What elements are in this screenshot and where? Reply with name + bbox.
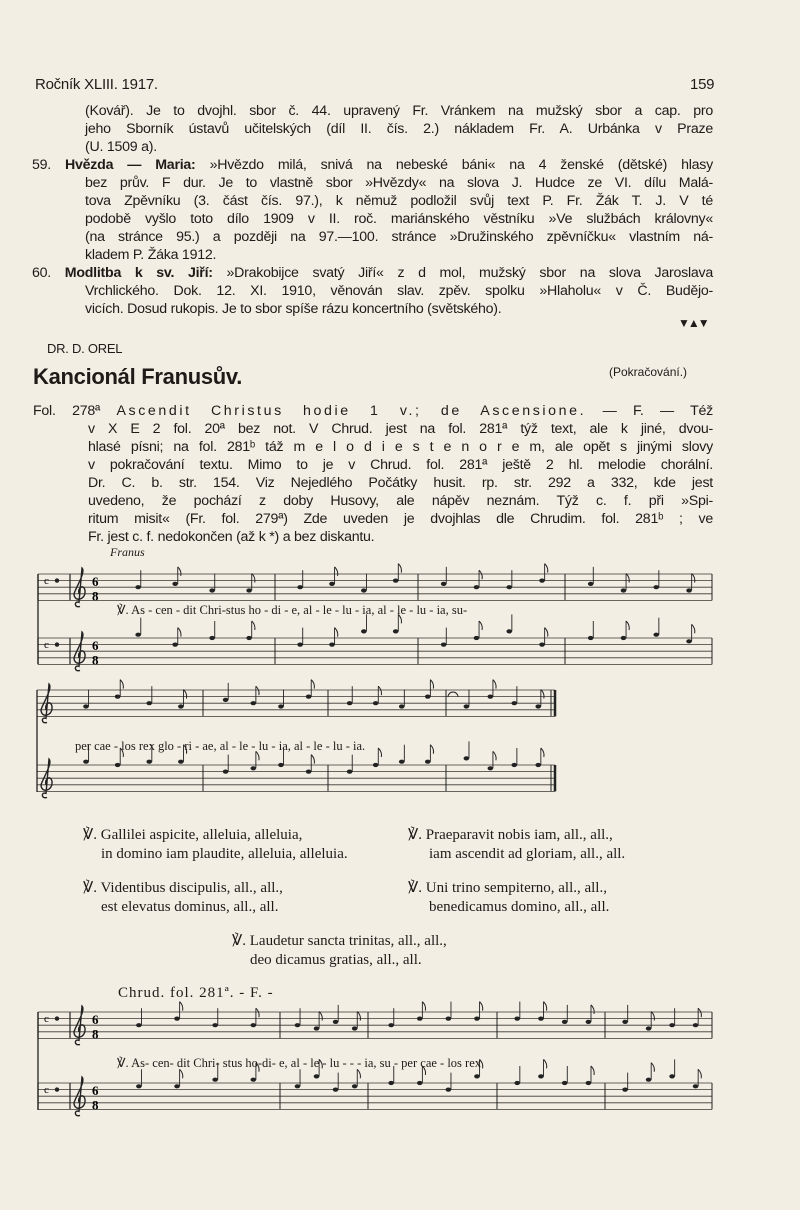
note-head [653,585,659,589]
note-head [250,701,256,705]
lyrics-line: per cae - los rex glo - ri - ae, al - le - lu - ia, al - le - lu - ia. [75,739,366,753]
note-head [393,629,399,633]
c-clef-letter: c [44,1083,49,1096]
note-head [212,1078,218,1082]
entry-number: 60. [32,265,51,281]
note-flag [591,1005,594,1014]
text-line: »Hvězdo milá, snivá na nebeské báni« na 4 ženské (dětské) hlasy [209,157,713,173]
note-head [562,1020,568,1024]
note-head [669,1074,675,1078]
note-head [686,588,692,592]
text-line: (U. 1509 a). [85,139,157,155]
text-line: uvedeno, že pochází z doby Husovy, ale nápěv neznám. Týž c. f. při »Spi- [88,493,713,509]
note-head [223,698,229,702]
note-head [562,1081,568,1085]
note-head [297,643,303,647]
note-flag [430,745,433,754]
note-head [251,1023,257,1027]
note-head [209,636,215,640]
note-flag [319,1012,322,1021]
lyrics-line: ℣. As- cen- dit Chri- stus ho-di- e, al - le - lu - - - ia, su - per cae - los rex [117,1056,481,1070]
note-head [361,588,367,592]
lyrics-line: ℣. As - cen - dit Chri-stus ho - di - e, al - le - lu - ia, al - le - lu - ia, su- [117,603,468,617]
note-head [441,582,447,586]
note-flag [692,624,695,633]
note-flag [178,567,181,576]
text-line: v X E 2 fol. 20ª bez not. V Chrud. jest na fol. 281ª týž text, ale k jiné, dvou- [88,421,713,437]
text-line: kladem P. Žáka 1912. [85,247,217,263]
note-head [352,1084,358,1088]
note-head [511,763,517,767]
note-flag [430,680,433,689]
note-head [388,1023,394,1027]
note-head [538,1074,544,1078]
text-line: Fr. jest c. f. nedokončen (až k *) a bez diskantu. [88,529,375,545]
note-head [464,704,470,708]
verse: ℣. Laudetur sancta trinitas, all., all., deo dicamus gratias, all., all. [232,933,447,968]
note-head [446,1017,452,1021]
note-head [347,770,353,774]
note-flag [256,1008,259,1017]
note-head [146,760,152,764]
note-flag [479,570,482,579]
note-flag [545,564,548,573]
note-head [514,1017,520,1021]
note-head [295,1023,301,1027]
note-head [488,766,494,770]
note-head [136,1084,142,1088]
note-flag [698,1008,701,1017]
note-head [246,588,252,592]
note-flag [398,564,401,573]
time-signature-top: 6 [92,574,99,590]
note-head [622,1088,628,1092]
note-flag [541,748,544,757]
note-flag [541,690,544,699]
time-signature-bottom: 8 [92,1097,99,1113]
note-head [539,579,545,583]
note-flag [335,567,338,576]
verse: ℣. Videntibus discipulis, all., all., est elevatus dominus, all., all. [83,880,283,915]
text-line: jeho Sborník ústavů učitelských (díl II. čís. 2.) nákladem Fr. A. Urbánka v Praze [85,121,713,137]
note-head [464,756,470,760]
time-signature-bottom: 8 [92,1026,99,1042]
note-head [417,1017,423,1021]
continued-note: (Pokračování.) [609,365,688,379]
text-line: (Kovář). Je to dvojhl. sbor č. 44. upravený Fr. Vránkem na mužský sbor a cap. pro [85,103,713,119]
folio-label: Fol. 278ª [33,403,101,419]
note-head [306,695,312,699]
text-line: (na stránce 95.) a později na 97.—100. stránce »Družinského zpěvníčku« vlastním ná- [85,229,713,245]
note-flag [480,1002,483,1011]
note-head [588,582,594,586]
note-head [474,636,480,640]
note-flag [311,755,314,764]
time-signature-top: 6 [92,1012,99,1028]
note-head [297,585,303,589]
note-head [622,1020,628,1024]
note-flag [591,1066,594,1075]
note-head [506,585,512,589]
note-head [347,701,353,705]
article-title: Kancionál Franusův. [33,364,243,389]
note-head [251,1078,257,1082]
entry-title: Hvězda — Maria: [65,157,196,173]
note-head [352,1026,358,1030]
entry-number: 59. [32,157,51,173]
note-flag [378,748,381,757]
note-head [474,1017,480,1021]
note-flag [256,686,259,695]
note-flag [544,1059,547,1068]
note-head [621,636,627,640]
note-head [373,701,379,705]
note-head [306,770,312,774]
note-flag [626,574,629,583]
note-head [446,1088,452,1092]
note-head [425,760,431,764]
note-head [388,1081,394,1085]
text-line: bez prův. F dur. Je to vlastně sbor »Hvězdy« na slova J. Hudce ze VI. dílu Malá- [85,175,713,191]
note-flag [120,680,123,689]
note-head [136,1023,142,1027]
time-signature-bottom: 8 [92,652,99,668]
clef-note [55,1087,59,1091]
note-flag [626,621,629,630]
note-head [146,701,152,705]
note-head [474,585,480,589]
note-head [83,704,89,708]
note-flag [335,628,338,637]
note-head [115,695,121,699]
clef-note [55,1016,59,1020]
verse: ℣. Uni trino sempiterno, all., all., benedicamus domino, all., all. [408,880,610,915]
note-head [178,760,184,764]
note-head [135,585,141,589]
note-head [250,766,256,770]
note-head [669,1023,675,1027]
time-signature-top: 6 [92,1083,99,1099]
note-head [586,1020,592,1024]
clef-note [55,642,59,646]
music-source-label: Franus [110,545,145,559]
note-head [506,629,512,633]
text-line: podobě vyšlo toto dílo 1909 v II. roč. mariánského věstníku »Ve službách královny« [85,211,713,227]
note-head [174,1017,180,1021]
song-title: Ascendit Christus hodie 1 v.; de Ascensione. [116,403,587,419]
note-flag [357,1012,360,1021]
clef-note [55,578,59,582]
c-clef-letter: c [44,638,49,651]
text-line: »Drakobijce svatý Jiří« z d mol, mužský sbor na slova Jaroslava [226,265,713,281]
note-head [539,643,545,647]
note-head [83,760,89,764]
note-head [329,582,335,586]
section-ornament: ▼▲▼ [678,316,708,330]
c-clef-letter: c [44,574,49,587]
page-number: 159 [690,76,715,93]
note-head [514,1081,520,1085]
note-head [333,1088,339,1092]
note-head [538,1017,544,1021]
note-head [314,1026,320,1030]
note-head [511,701,517,705]
note-head [115,763,121,767]
note-head [314,1074,320,1078]
note-flag [378,686,381,695]
note-flag [545,628,548,637]
note-head [425,695,431,699]
note-head [393,579,399,583]
text-line: — F. — Též [602,403,713,419]
note-head [488,695,494,699]
verse: ℣. Gallilei aspicite, alleluia, alleluia, in domino iam plaudite, alleluia, alleluia. [83,827,348,862]
note-head [246,636,252,640]
note-head [361,629,367,633]
running-title: Ročník XLIII. 1917. [35,76,158,93]
note-flag [479,621,482,630]
note-head [399,704,405,708]
note-head [588,636,594,640]
note-head [278,763,284,767]
note-flag [698,1069,701,1078]
note-head [417,1081,423,1085]
article-author: DR. D. OREL [47,341,123,356]
note-head [223,770,229,774]
note-head [653,633,659,637]
verse: ℣. Praeparavit nobis iam, all., all., iam ascendit ad gloriam, all., all. [408,827,626,862]
note-flag [493,751,496,760]
note-head [333,1020,339,1024]
note-flag [422,1002,425,1011]
note-head [399,760,405,764]
text-line: Vrchlického. Dok. 12. XI. 1910, věnován slav. zpěv. spolku »Hlaholu« v Č. Budějo- [85,283,713,299]
note-head [474,1074,480,1078]
note-flag [178,628,181,637]
note-head [209,588,215,592]
c-clef-letter: c [44,1012,49,1025]
note-head [135,633,141,637]
text-line: tova Zpěvníku (3. část čís. 97.), k němuž podložil svůj text P. Fr. Žák T. J. V té [85,193,713,209]
note-flag [493,680,496,689]
note-head [621,588,627,592]
entry-title: Modlitba k sv. Jiří: [64,265,213,281]
note-head [535,763,541,767]
note-head [441,643,447,647]
note-head [373,763,379,767]
text-line: hlasé písni; na fol. 281ᵇ táž m e l o d i e s t e n o r e m, ale opět s jinými slovy [88,439,713,455]
note-head [172,643,178,647]
text-line: vicích. Dosud rukopis. Je to sbor spíše rázu koncertního (světského). [85,301,502,317]
note-head [172,582,178,586]
note-flag [183,690,186,699]
note-head [535,704,541,708]
note-flag [651,1012,654,1021]
note-flag [252,574,255,583]
music-source-label: Chrud. fol. 281ª. - F. - [118,985,274,1001]
note-flag [651,1063,654,1072]
note-head [212,1023,218,1027]
note-flag [252,621,255,630]
note-head [586,1081,592,1085]
note-head [646,1078,652,1082]
note-head [693,1023,699,1027]
time-signature-top: 6 [92,638,99,654]
note-head [174,1084,180,1088]
note-head [278,704,284,708]
note-flag [692,574,695,583]
note-head [178,704,184,708]
text-line: ritum misit« (Fr. fol. 279ª) Zde uveden je dvojhlas dle Chrudim. fol. 281ᵇ ; ve [88,511,713,527]
note-head [686,639,692,643]
note-flag [311,680,314,689]
note-flag [544,1002,547,1011]
text-line: v pokračování textu. Mimo to je v Chrud. fol. 281ª ještě 2 hl. melodie chorální. [88,457,713,473]
note-head [329,643,335,647]
note-head [295,1084,301,1088]
note-head [646,1026,652,1030]
note-flag [180,1002,183,1011]
time-signature-bottom: 8 [92,588,99,604]
text-line: Dr. C. b. str. 154. Viz Nejedlého Počátky husit. rp. str. 292 a 332, kde jest [88,475,713,491]
note-head [693,1084,699,1088]
